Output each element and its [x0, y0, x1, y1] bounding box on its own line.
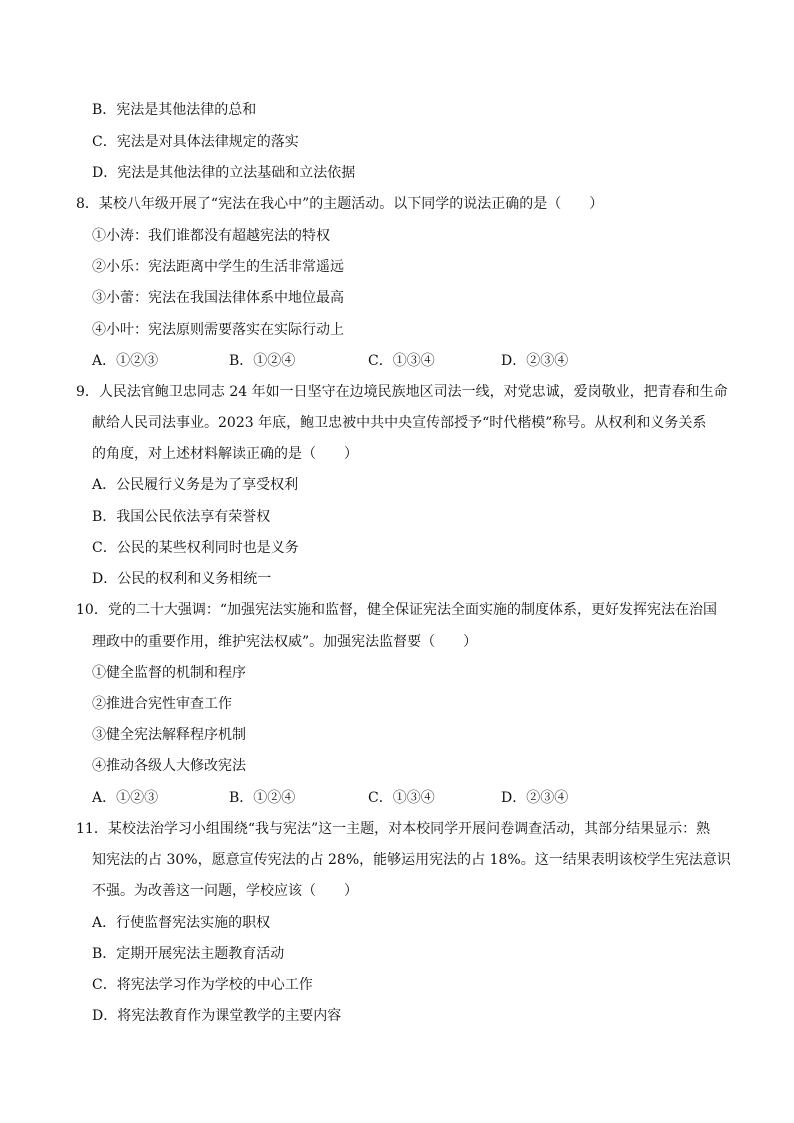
q9-option-c: C．公民的某些权利同时也是义务 — [92, 540, 299, 556]
q10-statement-1: ①健全监督的机制和程序 — [92, 665, 246, 681]
q8-choice-a: A．①②③ — [92, 353, 159, 369]
q8-statement-4: ④小叶：宪法原则需要落实在实际行动上 — [92, 322, 344, 338]
q10-stem-line-1: 10．党的二十大强调：“加强宪法实施和监督，健全保证宪法全面实施的制度体系，更好发挥宪法在治国 — [76, 602, 717, 618]
q9-option-b: B．我国公民依法享有荣誉权 — [92, 509, 271, 525]
q11-option-b: B．定期开展宪法主题教育活动 — [92, 946, 285, 962]
q11-stem-line-1: 11．某校法治学习小组围绕“我与宪法”这一主题，对本校同学开展问卷调查活动，其部分结果显示：熟 — [76, 821, 711, 837]
q8-statement-1: ①小涛：我们谁都没有超越宪法的特权 — [92, 228, 330, 244]
q7-option-d: D．宪法是其他法律的立法基础和立法依据 — [92, 165, 356, 181]
q8-statement-3: ③小蕾：宪法在我国法律体系中地位最高 — [92, 290, 344, 306]
q9-stem-line-3: 的角度，对上述材料解读正确的是（ ） — [92, 446, 358, 462]
q8-choice-d: D．②③④ — [501, 353, 569, 369]
q10-statement-4: ④推动各级人大修改宪法 — [92, 758, 246, 774]
q7-option-c: C．宪法是对具体法律规定的落实 — [92, 134, 299, 150]
q9-stem-line-2: 献给人民司法事业。2023 年底，鲍卫忠被中共中央宣传部授予“时代楷模”称号。从权利和义务关系 — [92, 415, 707, 431]
q11-option-a: A．行使监督宪法实施的职权 — [92, 915, 271, 931]
q11-stem-line-3: 不强。为改善这一问题，学校应该（ ） — [92, 883, 358, 899]
q9-option-d: D．公民的权利和义务相统一 — [92, 571, 272, 587]
q8-choices — [92, 351, 692, 371]
q10-choice-c: C．①③④ — [368, 790, 435, 806]
q8-choice-b: B．①②④ — [229, 353, 296, 369]
q9-option-a: A．公民履行义务是为了享受权利 — [92, 477, 299, 493]
q10-choices — [92, 788, 692, 808]
q10-choice-b: B．①②④ — [229, 790, 296, 806]
q8-stem: 8．某校八年级开展了“宪法在我心中”的主题活动。以下同学的说法正确的是（ ） — [76, 196, 604, 212]
q11-stem-line-2: 知宪法的占 30%，愿意宣传宪法的占 28%，能够运用宪法的占 18%。这一结果表明该校学生宪法意识 — [92, 852, 731, 868]
q8-statement-2: ②小乐：宪法距离中学生的生活非常遥远 — [92, 259, 344, 275]
q10-statement-3: ③健全宪法解释程序机制 — [92, 727, 246, 743]
q9-stem-line-1: 9．人民法官鲍卫忠同志 24 年如一日坚守在边境民族地区司法一线，对党忠诚，爱岗敬业，把青春和生命 — [76, 384, 728, 400]
q10-choice-a: A．①②③ — [92, 790, 159, 806]
q10-choice-d: D．②③④ — [501, 790, 569, 806]
q8-choice-c: C．①③④ — [368, 353, 435, 369]
q11-option-c: C．将宪法学习作为学校的中心工作 — [92, 977, 313, 993]
q10-statement-2: ②推进合宪性审查工作 — [92, 696, 232, 712]
q11-option-d: D．将宪法教育作为课堂教学的主要内容 — [92, 1008, 342, 1024]
q7-option-b: B．宪法是其他法律的总和 — [92, 102, 257, 118]
q10-stem-line-2: 理政中的重要作用，维护宪法权威”。加强宪法监督要（ ） — [92, 634, 478, 650]
